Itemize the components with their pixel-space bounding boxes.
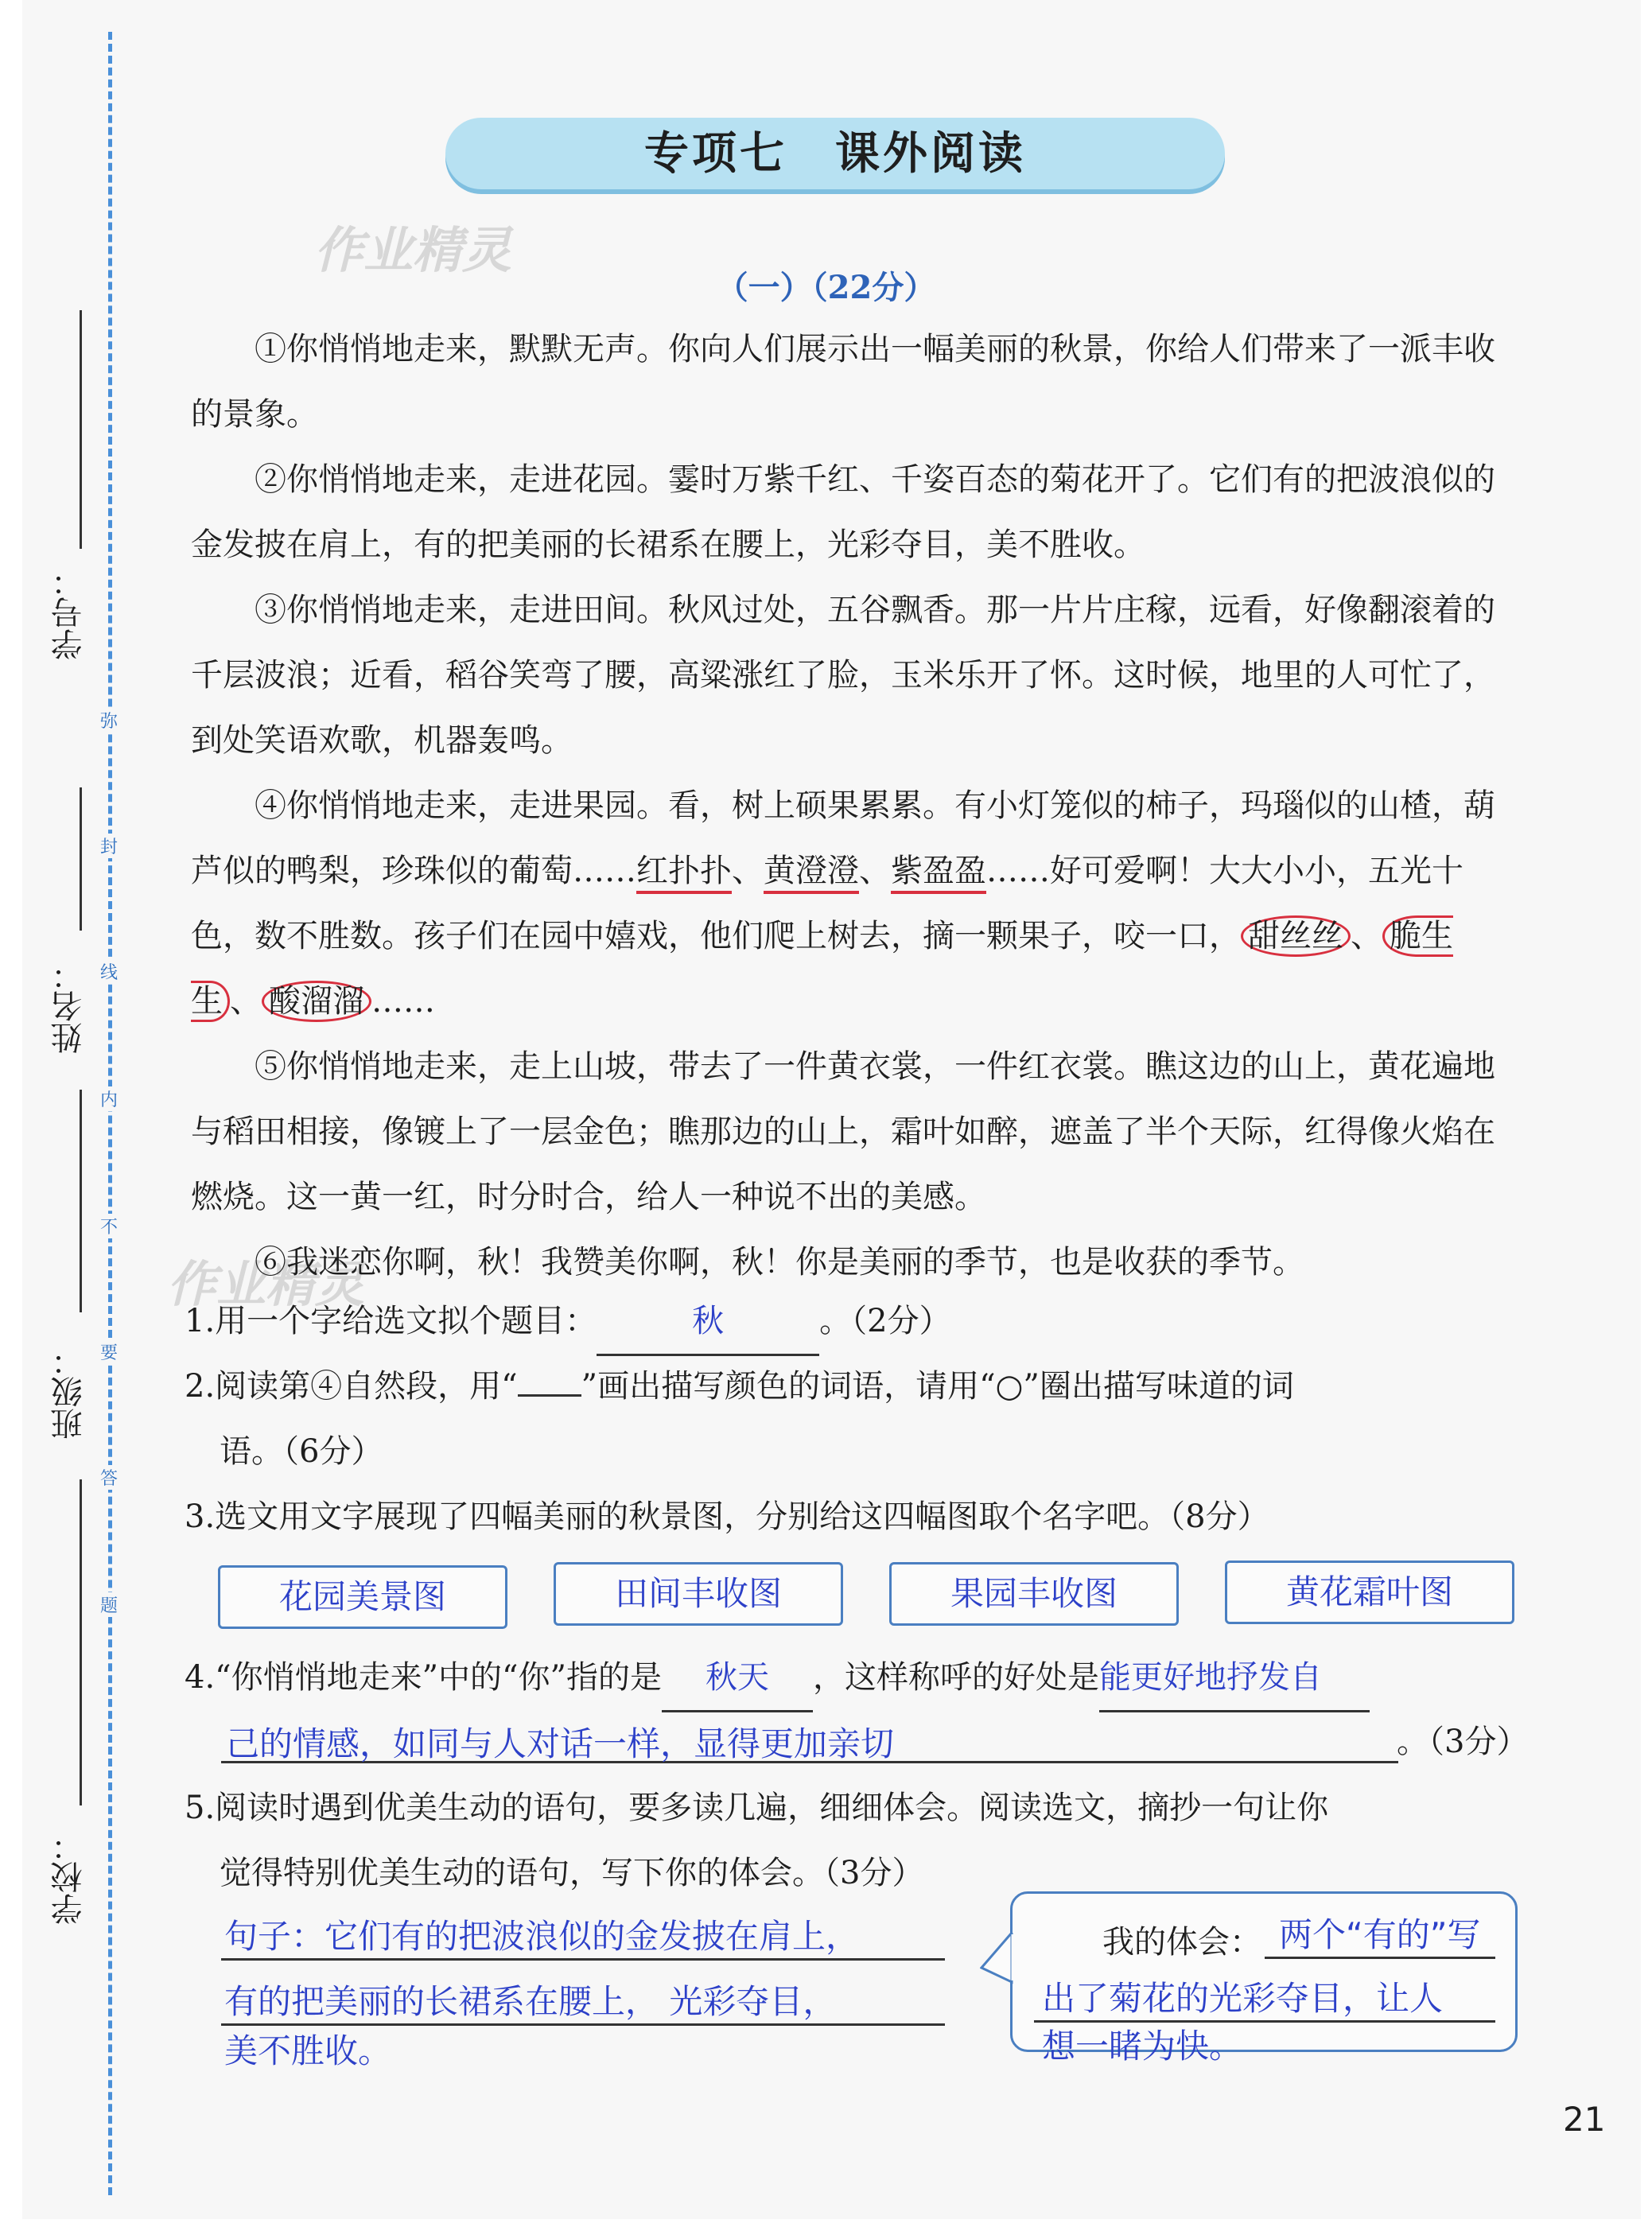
feeling-line — [1265, 1957, 1495, 1959]
school-line — [80, 1479, 82, 1805]
question-3: 3.选文用文字展现了四幅美丽的秋景图，分别给这四幅图取个名字吧。（8分） — [185, 1498, 1269, 1535]
watermark: 作业精灵 — [314, 221, 512, 279]
section-label: （一）（22分） — [716, 269, 936, 306]
paragraph-5: ⑤你悄悄地走来，走上山坡，带去了一件黄衣裳，一件红衣裳。瞧这边的山上，黄花遍地与稻田相接，像镀上了一层金色；瞧那边的山上，霜叶如醉，遮盖了半个天际，红得像火焰在燃烧。这一黄一红，时分时合，给人一种说不出的美感。 — [191, 1048, 1495, 1215]
taste-word-circled: 脆生生 — [191, 915, 1453, 1022]
q3-answer-box[interactable]: 果园丰收图 — [889, 1562, 1179, 1626]
q4-answer-b[interactable]: 能更好地抒发自 — [1099, 1645, 1370, 1712]
student-no-line — [80, 310, 82, 549]
page-number: 21 — [1563, 2100, 1606, 2139]
taste-word-circled: 酸溜溜 — [262, 981, 371, 1022]
bubble-tail — [980, 1933, 1016, 1988]
watermark: 作业精灵 — [167, 1255, 365, 1313]
name-label: 姓名： — [51, 958, 87, 1054]
q5-sentence-line — [221, 1958, 945, 1961]
q1-answer[interactable]: 秋 — [597, 1288, 819, 1356]
feeling-label: 我的体会： — [1102, 1924, 1261, 1961]
underline-symbol — [518, 1394, 581, 1397]
paragraph-3: ③你悄悄地走来，走进田间。秋风过处，五谷飘香。那一片片庄稼，远看，好像翻滚着的千层波浪；近看，稻谷笑弯了腰，高粱涨红了脸，玉米乐开了怀。这时候，地里的人可忙了，到处笑语欢歌，机器轰鸣。 — [191, 592, 1495, 759]
q5-sentence-text[interactable]: 有的把美丽的长裙系在腰上， 光彩夺目， — [224, 1982, 837, 2021]
q3-answer-box[interactable]: 花园美景图 — [218, 1565, 507, 1629]
paragraph-2: ②你悄悄地走来，走进花园。霎时万紫千红、千姿百态的菊花开了。它们有的把波浪似的金发披在肩上，有的把美丽的长裙系在腰上，光彩夺目，美不胜收。 — [191, 461, 1495, 563]
paragraph-1: ①你悄悄地走来，默默无声。你向人们展示出一幅美丽的秋景，你给人们带来了一派丰收的景象。 — [191, 331, 1495, 433]
taste-word-circled: 甜丝丝 — [1241, 915, 1351, 957]
question-2: 2.阅读第④自然段，用“ ”画出描写颜色的词语，请用“○”圈出描写味道的词 语。（6分） — [185, 1368, 1294, 1470]
student-no-label: 学号： — [51, 565, 87, 660]
feeling-text[interactable]: 想一睹为快。 — [1042, 2027, 1243, 2066]
question-5: 5.阅读时遇到优美生动的语句，要多读几遍，细细体会。阅读选文，摘抄一句让你 觉得特别优美生动的语句，写下你的体会。（3分） — [185, 1790, 1329, 1891]
color-word-underlined: 黄澄澄 — [764, 853, 859, 894]
q5-sentence-text[interactable]: 美不胜收。 — [224, 2031, 392, 2070]
seal-char: 封 — [97, 834, 121, 858]
school-label: 学校： — [51, 1829, 87, 1925]
page-title: 专项七 课外阅读 — [445, 118, 1225, 189]
q4-score: 。（3分） — [1397, 1724, 1529, 1760]
seal-char: 弥 — [97, 708, 121, 733]
feeling-text[interactable]: 两个“有的”写 — [1279, 1915, 1481, 1954]
q4-answer-b-cont[interactable]: 己的情感，如同与人对话一样，显得更加亲切 — [226, 1724, 895, 1763]
question-4: 4.“你悄悄地走来”中的“你”指的是 秋天 ，这样称呼的好处是能更好地抒发自 — [185, 1645, 1521, 1712]
passage — [191, 317, 1511, 1295]
paragraph-6: ⑥我迷恋你啊，秋！我赞美你啊，秋！你是美丽的季节，也是收获的季节。 — [255, 1244, 1304, 1281]
color-word-underlined: 紫盈盈 — [891, 853, 986, 894]
binding-dashed-line — [108, 32, 112, 2195]
paragraph-4: ④你悄悄地走来，走进果园。看，树上硕果累累。有小灯笼似的柿子，玛瑙似的山楂，葫芦似的鸭梨，珍珠似的葡萄……红扑扑、黄澄澄、紫盈盈……好可爱啊！大大小小，五光十色，数不胜数。孩子们在园中嬉戏，他们爬上树去，摘一颗果子，咬一口， 甜丝丝 、 脆生生 、 酸溜溜 …… — [191, 773, 1511, 1034]
q5-sentence-text[interactable]: 句子：它们有的把波浪似的金发披在肩上， — [224, 1917, 860, 1956]
seal-char: 线 — [97, 959, 121, 984]
class-label: 班级： — [51, 1344, 87, 1440]
q4-answer-a[interactable]: 秋天 — [662, 1645, 813, 1712]
class-line — [80, 1090, 82, 1312]
seal-char: 内 — [97, 1086, 121, 1111]
q3-answer-box[interactable]: 田间丰收图 — [554, 1562, 843, 1626]
seal-char: 要 — [97, 1339, 121, 1364]
name-line — [80, 787, 82, 931]
question-1: 1.用一个字给选文拟个题目： 秋 。（2分） — [185, 1288, 1521, 1356]
color-word-underlined: 红扑扑 — [636, 853, 732, 894]
feeling-text[interactable]: 出了菊花的光彩夺目，让人 — [1042, 1979, 1444, 2018]
seal-char: 题 — [97, 1592, 121, 1617]
seal-char: 不 — [97, 1214, 121, 1238]
q3-answer-box[interactable]: 黄花霜叶图 — [1225, 1561, 1514, 1624]
seal-char: 答 — [97, 1465, 121, 1490]
